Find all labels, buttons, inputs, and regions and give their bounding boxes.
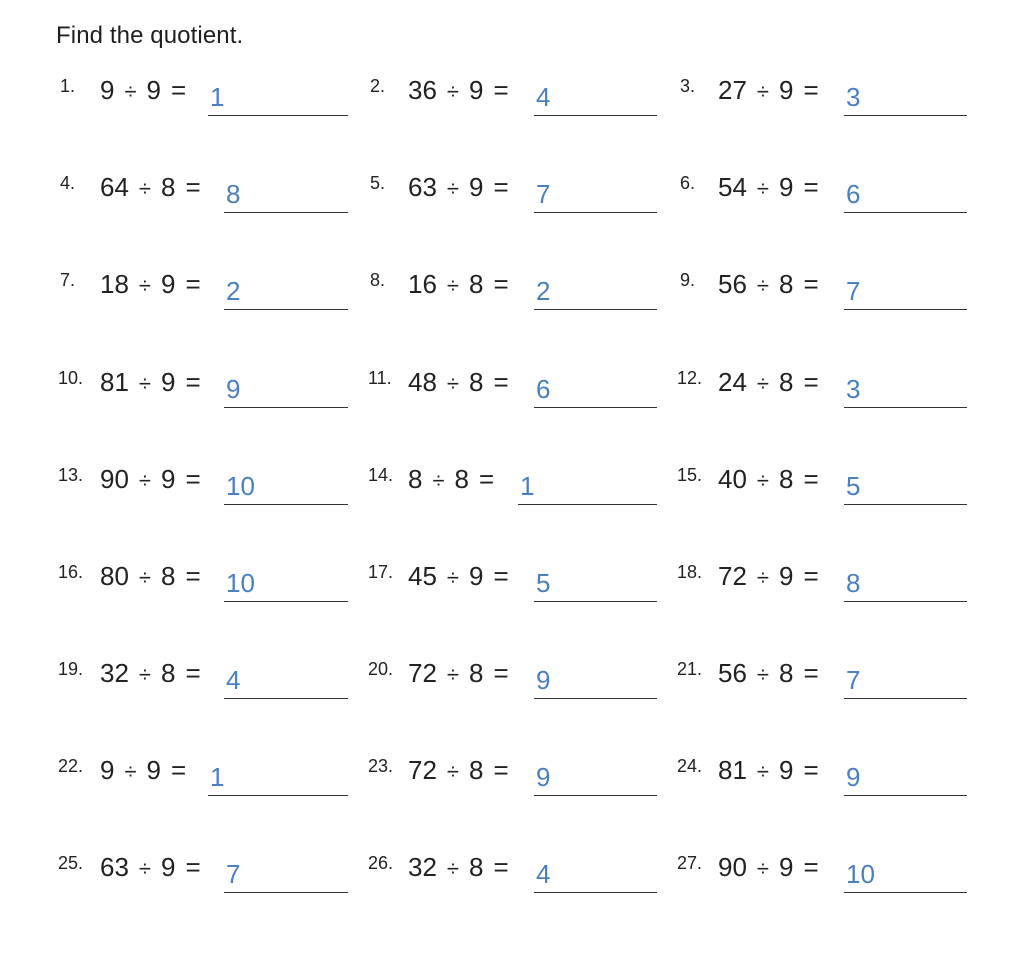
problem-expression	[100, 75, 196, 106]
equals-sign: =	[185, 367, 201, 397]
divisor: 9	[779, 172, 794, 202]
dividend: 9	[100, 755, 115, 785]
problem-expression	[408, 464, 504, 495]
problem-expression	[718, 367, 829, 398]
problem-expression	[100, 658, 211, 689]
divisor: 9	[779, 755, 794, 785]
problem-expression	[408, 755, 519, 786]
problem-expression	[718, 269, 829, 300]
answer-value: 4	[536, 82, 551, 112]
problem-expression	[718, 172, 829, 203]
divisor: 8	[161, 172, 176, 202]
divide-sign: ÷	[756, 176, 769, 201]
dividend: 9	[100, 75, 115, 105]
answer-field[interactable]	[844, 762, 967, 796]
problem-number: 19.	[58, 659, 84, 679]
answer-field[interactable]	[534, 859, 657, 893]
dividend: 32	[408, 852, 437, 882]
answer-field[interactable]	[224, 374, 348, 408]
divisor: 8	[779, 367, 794, 397]
problem-26	[368, 849, 668, 893]
divisor: 8	[469, 367, 484, 397]
divide-sign: ÷	[124, 79, 137, 104]
problem-14	[368, 461, 668, 505]
equals-sign: =	[803, 755, 819, 785]
answer-field[interactable]	[534, 179, 657, 213]
problem-22	[58, 752, 358, 796]
problem-expression	[718, 561, 829, 592]
problem-19	[58, 655, 358, 699]
problem-expression	[408, 269, 519, 300]
answer-value: 9	[536, 762, 551, 792]
answer-value: 7	[846, 665, 861, 695]
equals-sign: =	[171, 755, 187, 785]
problem-21	[677, 655, 977, 699]
dividend: 56	[718, 269, 747, 299]
problem-expression	[718, 755, 829, 786]
equals-sign: =	[185, 269, 201, 299]
divide-sign: ÷	[138, 176, 151, 201]
divisor: 9	[161, 269, 176, 299]
problem-20	[368, 655, 668, 699]
problem-expression	[100, 464, 211, 495]
divide-sign: ÷	[138, 468, 151, 493]
divide-sign: ÷	[446, 856, 459, 881]
problem-number: 12.	[677, 368, 703, 388]
equals-sign: =	[185, 464, 201, 494]
divide-sign: ÷	[446, 273, 459, 298]
problem-expression	[408, 367, 519, 398]
divide-sign: ÷	[446, 759, 459, 784]
dividend: 81	[718, 755, 747, 785]
answer-field[interactable]	[534, 762, 657, 796]
problem-number: 1.	[60, 76, 76, 96]
problem-number: 3.	[680, 76, 696, 96]
problem-24	[677, 752, 977, 796]
problem-9	[680, 266, 980, 310]
equals-sign: =	[171, 75, 187, 105]
equals-sign: =	[803, 75, 819, 105]
problem-number: 6.	[680, 173, 696, 193]
problem-number: 13.	[58, 465, 84, 485]
divide-sign: ÷	[446, 371, 459, 396]
divisor: 8	[161, 658, 176, 688]
answer-field[interactable]	[534, 665, 657, 699]
equals-sign: =	[493, 269, 509, 299]
equals-sign: =	[185, 561, 201, 591]
divisor: 8	[469, 755, 484, 785]
dividend: 90	[718, 852, 747, 882]
problem-expression	[408, 658, 519, 689]
answer-field[interactable]	[208, 762, 348, 796]
problem-expression	[100, 561, 211, 592]
answer-value: 7	[536, 179, 551, 209]
problem-number: 10.	[58, 368, 84, 388]
dividend: 81	[100, 367, 129, 397]
answer-field[interactable]	[844, 471, 967, 505]
equals-sign: =	[185, 852, 201, 882]
equals-sign: =	[803, 464, 819, 494]
divide-sign: ÷	[138, 662, 151, 687]
problem-13	[58, 461, 358, 505]
divisor: 9	[779, 852, 794, 882]
answer-value: 2	[536, 276, 551, 306]
divisor: 9	[146, 755, 162, 785]
problem-number: 14.	[368, 465, 394, 485]
divide-sign: ÷	[756, 565, 769, 590]
answer-field[interactable]	[534, 374, 657, 408]
divide-sign: ÷	[446, 662, 459, 687]
divide-sign: ÷	[446, 176, 459, 201]
answer-value: 8	[226, 179, 241, 209]
divisor: 9	[469, 172, 484, 202]
divisor: 9	[469, 75, 484, 105]
divide-sign: ÷	[756, 856, 769, 881]
divisor: 8	[454, 464, 470, 494]
equals-sign: =	[803, 269, 819, 299]
dividend: 72	[718, 561, 747, 591]
dividend: 54	[718, 172, 747, 202]
problem-6	[680, 169, 980, 213]
problem-8	[370, 266, 670, 310]
dividend: 80	[100, 561, 129, 591]
answer-value: 9	[846, 762, 861, 792]
problem-number: 7.	[60, 270, 76, 290]
divide-sign: ÷	[446, 565, 459, 590]
dividend: 63	[100, 852, 129, 882]
problem-10	[58, 364, 358, 408]
answer-field[interactable]	[844, 374, 967, 408]
answer-value: 3	[846, 374, 861, 404]
problem-number: 24.	[677, 756, 703, 776]
problem-27	[677, 849, 977, 893]
problem-expression	[718, 658, 829, 689]
answer-value: 10	[226, 568, 255, 598]
dividend: 36	[408, 75, 437, 105]
equals-sign: =	[493, 172, 509, 202]
divisor: 8	[779, 269, 794, 299]
answer-value: 4	[226, 665, 241, 695]
problem-12	[677, 364, 977, 408]
answer-field[interactable]	[844, 82, 967, 116]
divisor: 9	[469, 561, 484, 591]
divide-sign: ÷	[138, 856, 151, 881]
equals-sign: =	[493, 755, 509, 785]
answer-value: 10	[846, 859, 875, 889]
dividend: 16	[408, 269, 437, 299]
dividend: 63	[408, 172, 437, 202]
problem-expression	[100, 367, 211, 398]
answer-value: 9	[536, 665, 551, 695]
answer-value: 6	[536, 374, 551, 404]
equals-sign: =	[803, 658, 819, 688]
answer-field[interactable]	[534, 568, 657, 602]
equals-sign: =	[493, 75, 509, 105]
answer-field[interactable]	[844, 665, 967, 699]
problem-number: 2.	[370, 76, 386, 96]
problem-expression	[408, 561, 519, 592]
divide-sign: ÷	[446, 79, 459, 104]
problem-expression	[100, 269, 211, 300]
answer-value: 9	[226, 374, 241, 404]
problem-expression	[408, 75, 519, 106]
instruction-text: Find the quotient.	[56, 22, 244, 49]
answer-field[interactable]	[224, 665, 348, 699]
problem-expression	[100, 755, 196, 786]
equals-sign: =	[479, 464, 495, 494]
answer-field[interactable]	[518, 471, 657, 505]
problem-expression	[718, 464, 829, 495]
problem-1	[60, 72, 360, 116]
dividend: 32	[100, 658, 129, 688]
equals-sign: =	[803, 561, 819, 591]
equals-sign: =	[493, 367, 509, 397]
problem-11	[368, 364, 668, 408]
divisor: 8	[779, 464, 794, 494]
problem-17	[368, 558, 668, 602]
divide-sign: ÷	[138, 371, 151, 396]
equals-sign: =	[803, 172, 819, 202]
equals-sign: =	[803, 367, 819, 397]
problem-number: 22.	[58, 756, 84, 776]
divisor: 9	[779, 75, 794, 105]
answer-value: 8	[846, 568, 861, 598]
divisor: 8	[779, 658, 794, 688]
problem-16	[58, 558, 358, 602]
problem-25	[58, 849, 358, 893]
dividend: 8	[408, 464, 423, 494]
answer-field[interactable]	[844, 568, 967, 602]
answer-value: 1	[210, 762, 225, 792]
divide-sign: ÷	[124, 759, 137, 784]
answer-field[interactable]	[844, 179, 967, 213]
answer-field[interactable]	[224, 568, 348, 602]
equals-sign: =	[185, 658, 201, 688]
problem-number: 27.	[677, 853, 703, 873]
divisor: 8	[469, 852, 484, 882]
problem-number: 9.	[680, 270, 696, 290]
answer-value: 4	[536, 859, 551, 889]
problem-15	[677, 461, 977, 505]
answer-field[interactable]	[224, 276, 348, 310]
problem-expression	[408, 172, 519, 203]
divide-sign: ÷	[756, 759, 769, 784]
dividend: 72	[408, 755, 437, 785]
problem-4	[60, 169, 360, 213]
answer-value: 2	[226, 276, 241, 306]
problem-number: 5.	[370, 173, 386, 193]
equals-sign: =	[185, 172, 201, 202]
answer-value: 3	[846, 82, 861, 112]
dividend: 40	[718, 464, 747, 494]
answer-value: 1	[210, 82, 225, 112]
dividend: 27	[718, 75, 747, 105]
dividend: 90	[100, 464, 129, 494]
problem-expression	[408, 852, 519, 883]
problem-number: 15.	[677, 465, 703, 485]
problem-expression	[718, 75, 829, 106]
problem-number: 26.	[368, 853, 394, 873]
dividend: 45	[408, 561, 437, 591]
equals-sign: =	[803, 852, 819, 882]
divisor: 9	[161, 852, 176, 882]
divide-sign: ÷	[756, 273, 769, 298]
problem-expression	[100, 172, 211, 203]
answer-field[interactable]	[224, 859, 348, 893]
equals-sign: =	[493, 852, 509, 882]
divisor: 9	[161, 464, 176, 494]
divisor: 9	[779, 561, 794, 591]
problem-3	[680, 72, 980, 116]
problem-7	[60, 266, 360, 310]
divisor: 8	[469, 658, 484, 688]
dividend: 24	[718, 367, 747, 397]
problem-23	[368, 752, 668, 796]
divide-sign: ÷	[756, 662, 769, 687]
answer-value: 10	[226, 471, 255, 501]
equals-sign: =	[493, 658, 509, 688]
divide-sign: ÷	[756, 79, 769, 104]
answer-field[interactable]	[534, 276, 657, 310]
dividend: 56	[718, 658, 747, 688]
problem-expression	[100, 852, 211, 883]
divide-sign: ÷	[432, 468, 445, 493]
answer-value: 5	[846, 471, 861, 501]
problem-number: 16.	[58, 562, 84, 582]
answer-field[interactable]	[844, 859, 967, 893]
answer-field[interactable]	[224, 471, 348, 505]
divide-sign: ÷	[138, 273, 151, 298]
problem-number: 25.	[58, 853, 84, 873]
answer-field[interactable]	[844, 276, 967, 310]
divisor: 8	[161, 561, 176, 591]
answer-value: 7	[226, 859, 241, 889]
problem-number: 23.	[368, 756, 394, 776]
dividend: 48	[408, 367, 437, 397]
problem-number: 21.	[677, 659, 703, 679]
problem-number: 20.	[368, 659, 394, 679]
divide-sign: ÷	[756, 371, 769, 396]
answer-value: 6	[846, 179, 861, 209]
problem-number: 17.	[368, 562, 394, 582]
divisor: 9	[161, 367, 176, 397]
answer-field[interactable]	[224, 179, 348, 213]
answer-field[interactable]	[208, 82, 348, 116]
divisor: 9	[146, 75, 162, 105]
answer-value: 5	[536, 568, 551, 598]
problem-5	[370, 169, 670, 213]
answer-field[interactable]	[534, 82, 657, 116]
problem-2	[370, 72, 670, 116]
equals-sign: =	[493, 561, 509, 591]
dividend: 64	[100, 172, 129, 202]
answer-value: 7	[846, 276, 861, 306]
divide-sign: ÷	[756, 468, 769, 493]
problem-18	[677, 558, 977, 602]
dividend: 18	[100, 269, 129, 299]
divisor: 8	[469, 269, 484, 299]
problem-expression	[718, 852, 829, 883]
problem-number: 11.	[368, 368, 392, 388]
problem-number: 8.	[370, 270, 386, 290]
answer-value: 1	[520, 471, 535, 501]
dividend: 72	[408, 658, 437, 688]
problem-number: 18.	[677, 562, 703, 582]
problem-number: 4.	[60, 173, 76, 193]
divide-sign: ÷	[138, 565, 151, 590]
